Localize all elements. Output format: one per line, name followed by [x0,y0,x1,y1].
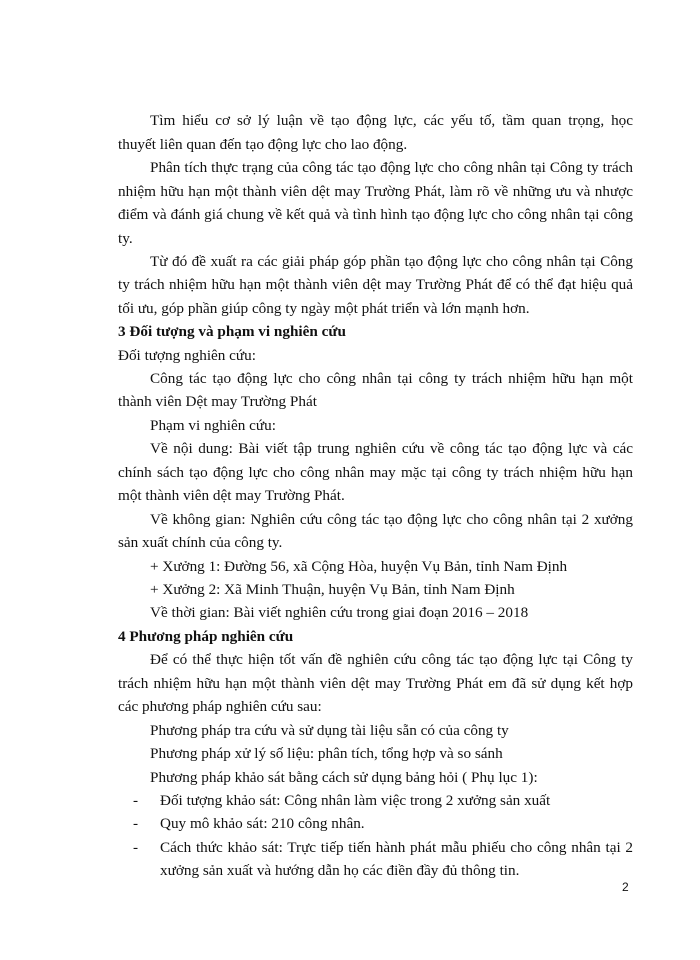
list-item: Đối tượng khảo sát: Công nhân làm việc trong 2 xưởng sản xuất [160,792,551,809]
text-line: + Xưởng 2: Xã Minh Thuận, huyện Vụ Bản, tỉnh Nam Định [150,581,515,598]
section-heading: 4 Phương pháp nghiên cứu [118,628,294,645]
text-line: thành viên Dệt may Trường Phát [118,393,317,410]
text-line: Phương pháp khảo sát bằng cách sử dụng bảng hỏi ( Phụ lục 1): [150,769,538,786]
page-number: 2 [622,880,629,894]
text-line: Phương pháp tra cứu và sử dụng tài liệu sẵn có của công ty [150,722,509,739]
text-line: Phân tích thực trạng của công tác tạo động lực cho công nhân tại Công ty trách [150,159,633,176]
text-line: tối ưu, góp phần giúp công ty ngày một phát triển và lớn mạnh hơn. [118,300,530,317]
text-line: ty trách nhiệm hữu hạn một thành viên dệt may Trường Phát để có thể đạt hiệu quả [118,276,633,293]
text-line: chính sách tạo động lực cho công nhân may mặc tại công ty trách nhiệm hữu hạn [118,464,633,481]
text-line: thuyết liên quan đến tạo động lực cho lao động. [118,136,408,153]
text-line: Từ đó đề xuất ra các giải pháp góp phần tạo động lực cho công nhân tại Công [150,253,633,270]
text-line: một thành viên dệt may Trường Phát. [118,487,345,504]
text-line: sản xuất chính của công ty. [118,534,283,551]
bullet-dash: - [133,792,139,809]
text-line: Về thời gian: Bài viết nghiên cứu trong giai đoạn 2016 – 2018 [150,604,529,621]
text-line: nhiệm hữu hạn một thành viên dệt may Trường Phát, làm rõ về những ưu và nhược [118,183,633,200]
text-line: ty. [118,230,133,247]
text-line: Công tác tạo động lực cho công nhân tại công ty trách nhiệm hữu hạn một [150,370,633,387]
list-item: xưởng sản xuất và hướng dẫn họ các điền đầy đủ thông tin. [160,862,520,879]
text-line: các phương pháp nghiên cứu sau: [118,698,322,715]
section-heading: 3 Đối tượng và phạm vi nghiên cứu [118,323,346,340]
text-line: Về nội dung: Bài viết tập trung nghiên cứu về công tác tạo động lực và các [150,440,633,457]
text-line: Tìm hiểu cơ sở lý luận về tạo động lực, các yếu tố, tầm quan trọng, học [150,112,633,129]
bullet-dash: - [133,839,139,856]
list-item: Cách thức khảo sát: Trực tiếp tiến hành phát mẫu phiếu cho công nhân tại 2 [160,839,633,856]
text-line: Đối tượng nghiên cứu: [118,347,256,364]
text-line: Phạm vi nghiên cứu: [150,417,276,434]
text-line: Phương pháp xử lý số liệu: phân tích, tổng hợp và so sánh [150,745,503,762]
text-line: điểm và đánh giá chung về kết quả và tình hình tạo động lực cho công nhân tại công [118,206,633,223]
bullet-dash: - [133,815,139,832]
list-item: Quy mô khảo sát: 210 công nhân. [160,815,365,832]
text-line: trách nhiệm hữu hạn một thành viên dệt may Trường Phát em đã sử dụng kết hợp [118,675,633,692]
text-line: + Xưởng 1: Đường 56, xã Cộng Hòa, huyện Vụ Bản, tỉnh Nam Định [150,558,568,575]
text-line: Về không gian: Nghiên cứu công tác tạo động lực cho công nhân tại 2 xưởng [150,511,633,528]
text-line: Để có thể thực hiện tốt vấn đề nghiên cứu công tác tạo động lực tại Công ty [150,651,633,668]
